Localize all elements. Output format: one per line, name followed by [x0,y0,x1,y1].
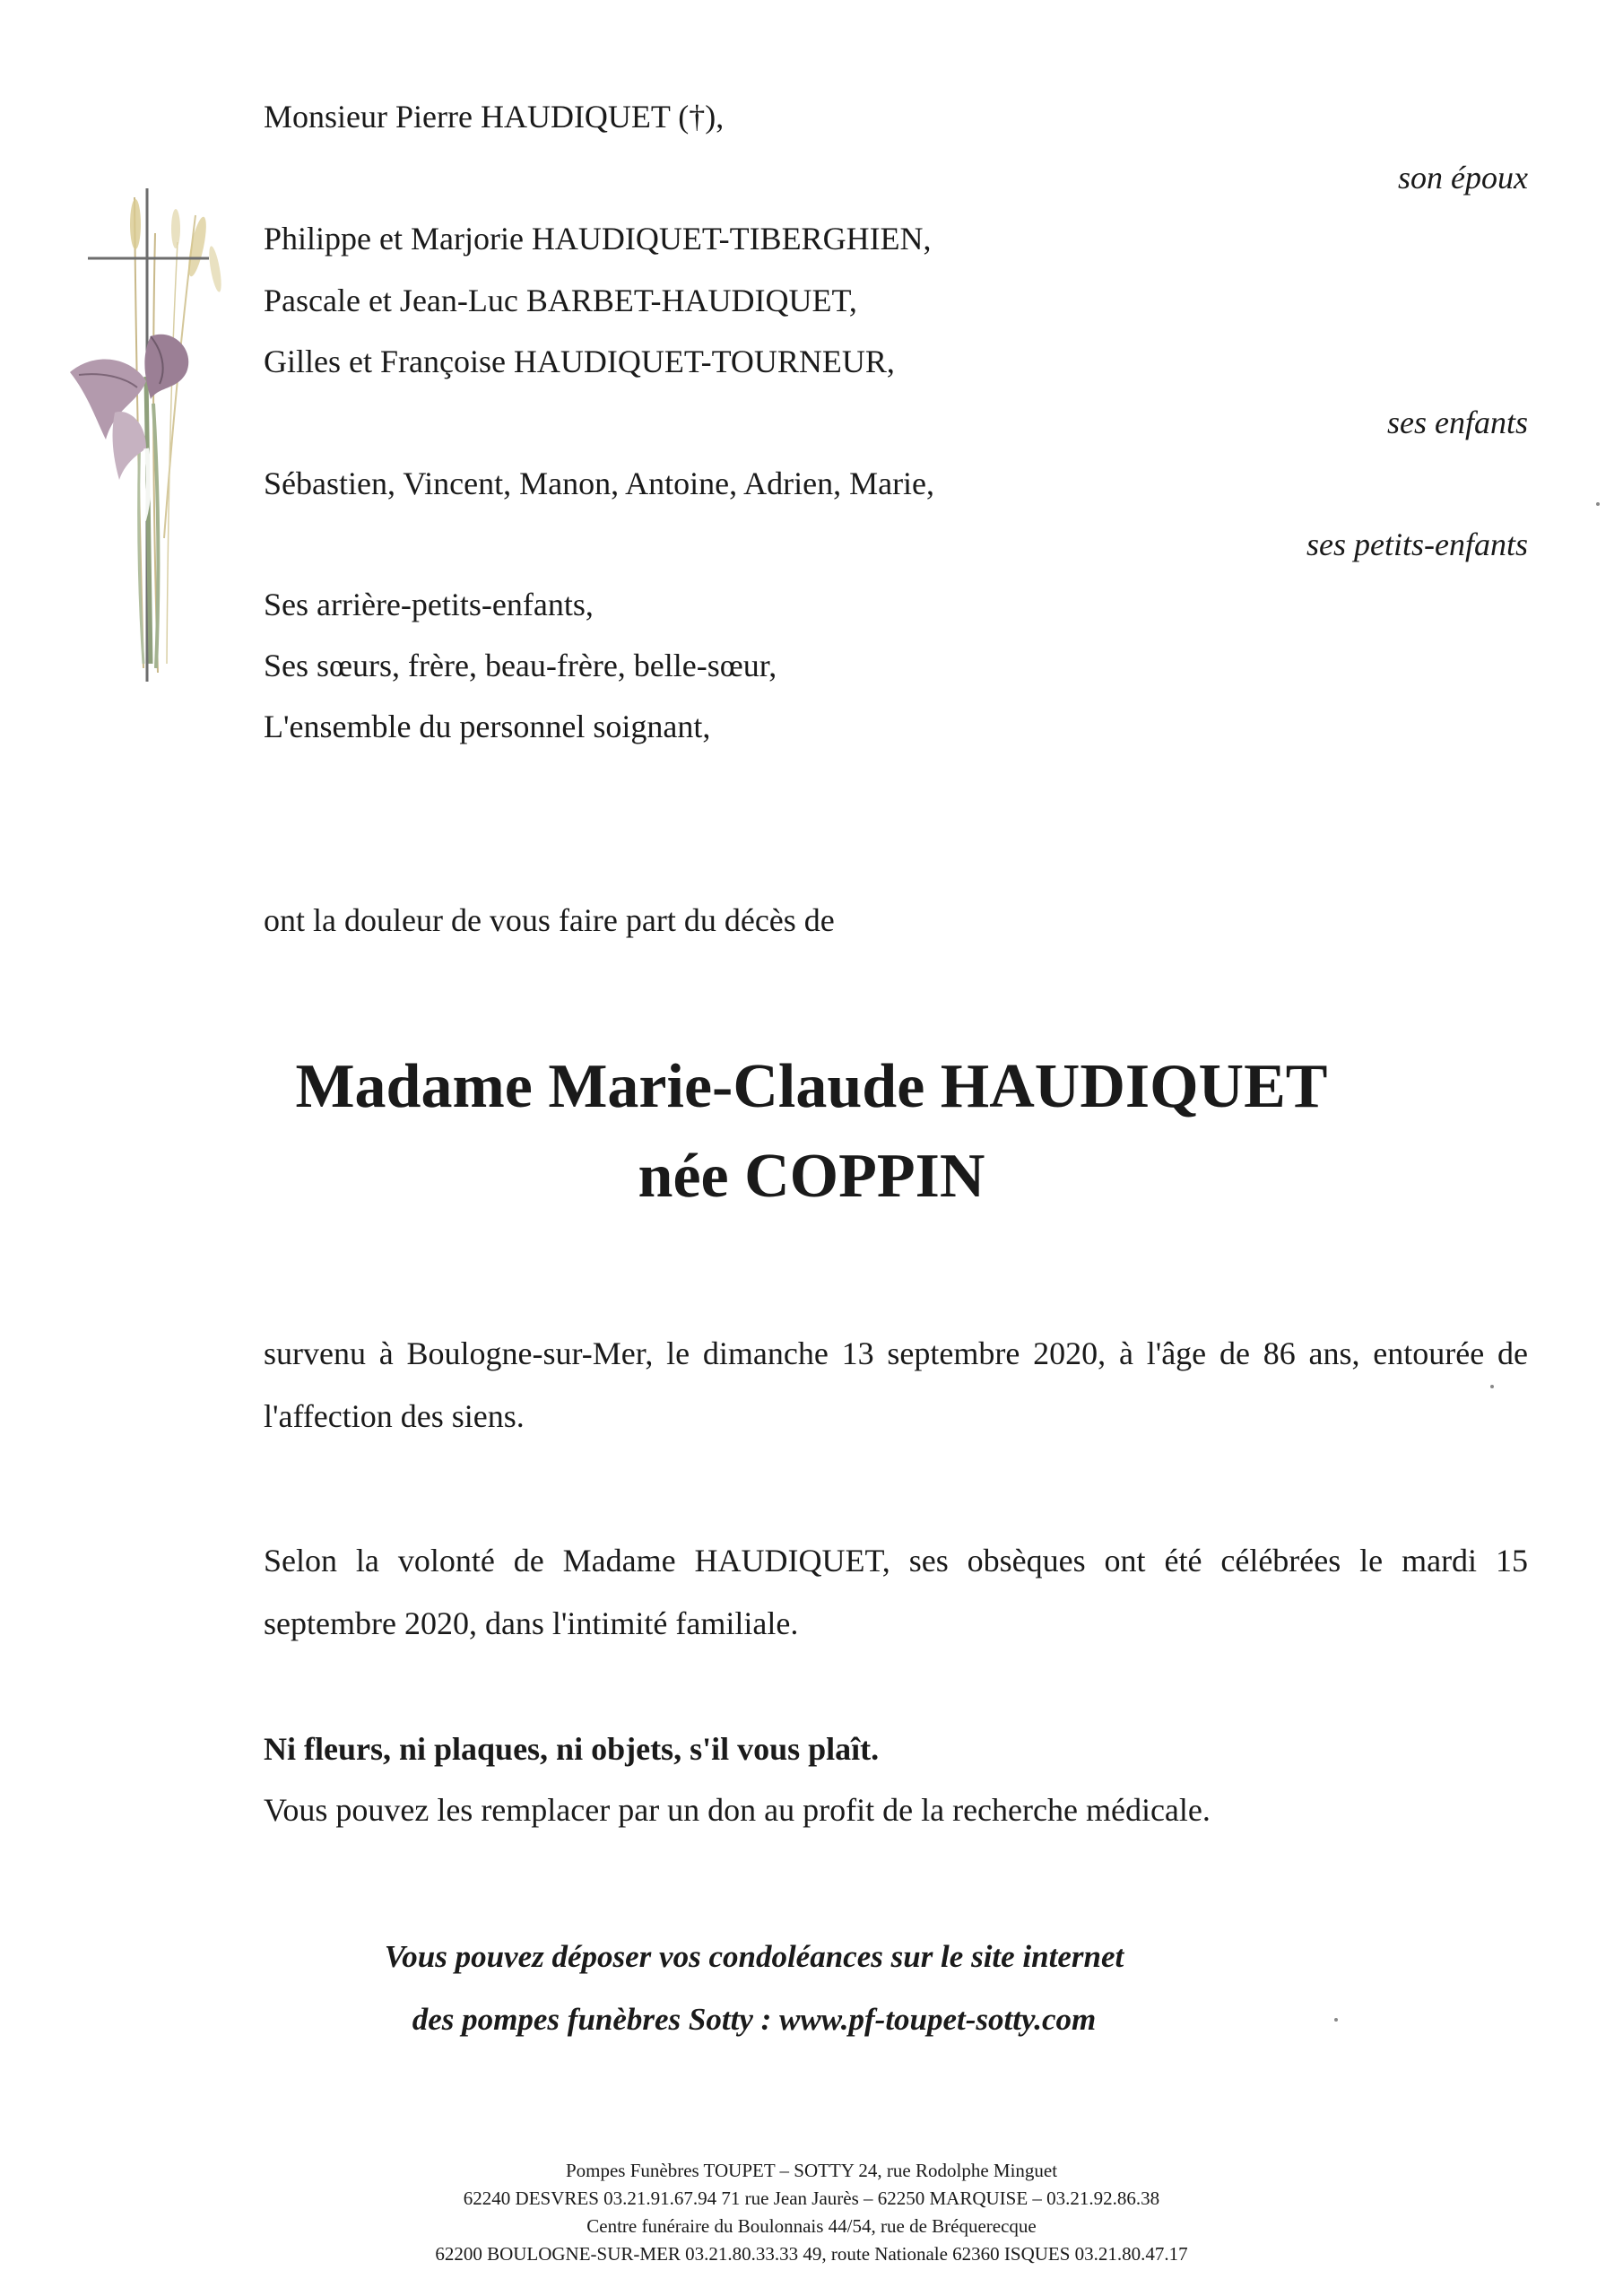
deceased-name: Madame Marie-Claude HAUDIQUET [295,1052,1328,1121]
condolences-line-1: Vous pouvez déposer vos condoléances sur le site internet [384,1939,1124,1974]
footer-line-4: 62200 BOULOGNE-SUR-MER 03.21.80.33.33 49, route Nationale 62360 ISQUES 03.21.80.47.17 [435,2243,1188,2265]
no-flowers-notice: Ni fleurs, ni plaques, ni objets, s'il vous plaît. [264,1731,880,1767]
child-line-3: Gilles et Françoise HAUDIQUET-TOURNEUR, [264,344,895,379]
grandchildren-role: ses petits-enfants [1306,526,1528,562]
funeral-paragraph: Selon la volonté de Madame HAUDIQUET, ses obsèques ont été célébrées le mardi 15 septembre 2020, dans l'intimité familiale. [264,1543,1528,1641]
footer-line-1: Pompes Funèbres TOUPET – SOTTY 24, rue Rodolphe Minguet [565,2160,1058,2181]
other-line-2: Ses sœurs, frère, beau-frère, belle-sœur, [264,648,777,683]
scan-speck [1334,2018,1338,2022]
announcement-text: ont la douleur de vous faire part du décès de [264,902,835,938]
condolences-line-2: des pompes funèbres Sotty : www.pf-toupet-sotty.com [412,2002,1097,2037]
footer-line-3: Centre funéraire du Boulonnais 44/54, rue de Bréquerecque [586,2215,1037,2237]
scan-speck [1596,502,1600,506]
children-role: ses enfants [1387,404,1528,440]
spouse-name: Monsieur Pierre HAUDIQUET (†), [264,99,725,135]
donation-notice: Vous pouvez les remplacer par un don au profit de la recherche médicale. [264,1792,1211,1828]
other-line-3: L'ensemble du personnel soignant, [264,709,711,744]
spouse-role: son époux [1398,160,1528,196]
death-paragraph: survenu à Boulogne-sur-Mer, le dimanche 13 septembre 2020, à l'âge de 86 ans, entourée de l'affection des siens. [264,1335,1528,1434]
child-line-1: Philippe et Marjorie HAUDIQUET-TIBERGHIEN, [264,221,932,257]
footer-line-2: 62240 DESVRES 03.21.91.67.94 71 rue Jean Jaurès – 62250 MARQUISE – 03.21.92.86.38 [463,2187,1160,2209]
child-line-2: Pascale et Jean-Luc BARBET-HAUDIQUET, [264,283,857,318]
other-line-1: Ses arrière-petits-enfants, [264,587,594,622]
grandchildren-line: Sébastien, Vincent, Manon, Antoine, Adrien, Marie, [264,465,935,501]
scan-speck [1490,1385,1494,1388]
deceased-maiden-name: née COPPIN [638,1142,985,1211]
cross-with-calla-lily-and-wheat-icon [61,179,240,682]
